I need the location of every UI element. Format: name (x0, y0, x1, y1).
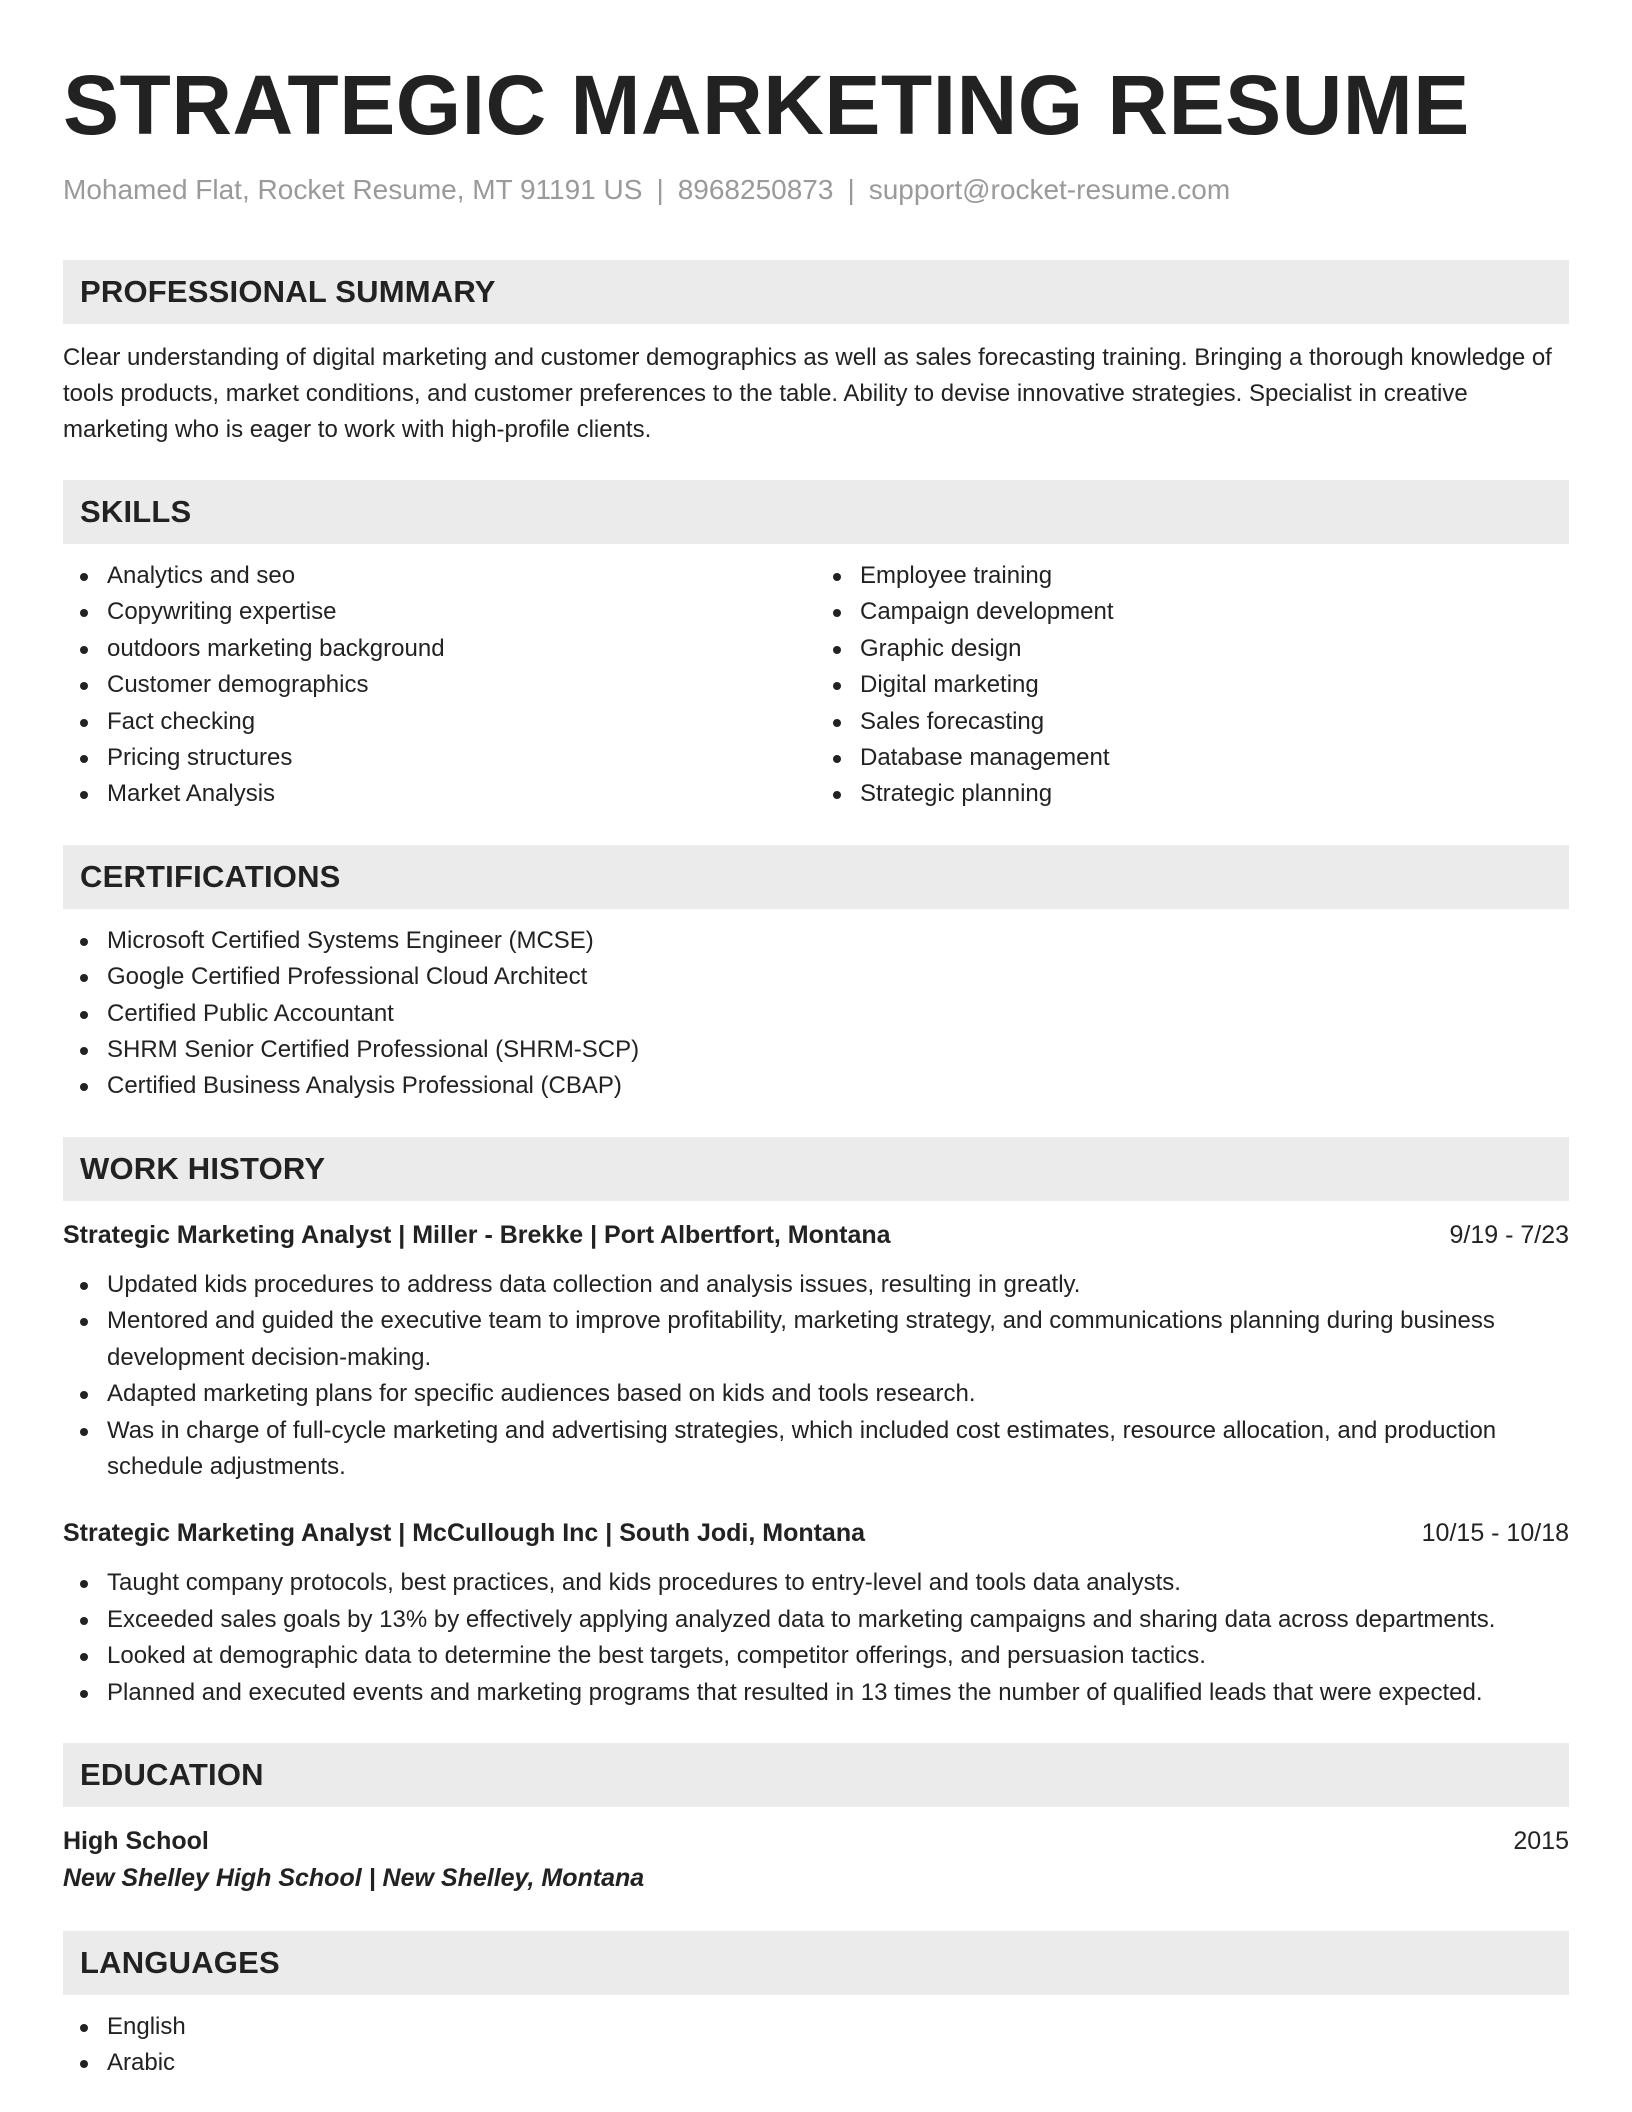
list-item: SHRM Senior Certified Professional (SHRM-SCP) (63, 1032, 1569, 1068)
education-year: 2015 (1513, 1826, 1569, 1855)
contact-email: support@rocket-resume.com (868, 174, 1231, 205)
skills-columns (63, 544, 1569, 813)
job-dates: 9/19 - 7/23 (1449, 1220, 1569, 1249)
job-header (63, 1515, 1569, 1551)
list-item: Mentored and guided the executive team to improve profitability, marketing strategy, and communications planning during business development decision-making. (63, 1303, 1569, 1376)
list-item: Adapted marketing plans for specific audiences based on kids and tools research. (63, 1376, 1569, 1412)
job-dates: 10/15 - 10/18 (1421, 1519, 1569, 1548)
contact-line (63, 172, 1569, 208)
skills-section (63, 480, 1569, 813)
job-title: Strategic Marketing Analyst | McCullough Inc | South Jodi, Montana (63, 1519, 866, 1548)
list-item: Graphic design (816, 631, 1569, 667)
list-item: Digital marketing (816, 667, 1569, 703)
list-item: Customer demographics (63, 667, 816, 703)
job-entry (63, 1515, 1569, 1711)
skills-list-right (816, 558, 1569, 813)
list-item: Copywriting expertise (63, 594, 816, 630)
contact-phone: 8968250873 (677, 174, 834, 205)
education-section (63, 1743, 1569, 1897)
section-heading: LANGUAGES (63, 1931, 1569, 1995)
contact-address: Mohamed Flat, Rocket Resume, MT 91191 US (63, 174, 643, 205)
list-item: Database management (816, 740, 1569, 776)
certifications-section (63, 845, 1569, 1105)
list-item: Exceeded sales goals by 13% by effectively applying analyzed data to marketing campaigns and sharing data across departments. (63, 1602, 1569, 1638)
section-heading: EDUCATION (63, 1743, 1569, 1807)
section-heading: PROFESSIONAL SUMMARY (63, 260, 1569, 324)
list-item: Campaign development (816, 594, 1569, 630)
certifications-list (63, 923, 1569, 1105)
list-item: Employee training (816, 558, 1569, 594)
list-item: Looked at demographic data to determine the best targets, competitor offerings, and persuasion tactics. (63, 1638, 1569, 1674)
work-history-section (63, 1137, 1569, 1711)
list-item: Analytics and seo (63, 558, 816, 594)
languages-list (63, 2009, 1569, 2082)
education-school: New Shelley High School | New Shelley, Montana (63, 1863, 645, 1892)
job-header (63, 1217, 1569, 1253)
list-item: Fact checking (63, 704, 816, 740)
list-item: Updated kids procedures to address data collection and analysis issues, resulting in greatly. (63, 1267, 1569, 1303)
languages-section (63, 1931, 1569, 2082)
contact-separator: | (847, 174, 855, 205)
section-heading: CERTIFICATIONS (63, 845, 1569, 909)
job-bullets (63, 1565, 1569, 1711)
summary-section (63, 260, 1569, 448)
list-item: Certified Public Accountant (63, 996, 1569, 1032)
list-item: Arabic (63, 2045, 1569, 2081)
list-item: Google Certified Professional Cloud Architect (63, 959, 1569, 995)
summary-text: Clear understanding of digital marketing and customer demographics as well as sales forecasting training. Bringing a thorough knowledge of tools products, market conditions, and customer preferences to the table. Ability to devise innovative strategies. Specialist in creative marketing who is eager to work with high-profile clients. (63, 344, 1552, 443)
list-item: Market Analysis (63, 776, 816, 812)
list-item: Strategic planning (816, 776, 1569, 812)
list-item: Planned and executed events and marketing programs that resulted in 13 times the number of qualified leads that were expected. (63, 1675, 1569, 1711)
list-item: Taught company protocols, best practices, and kids procedures to entry-level and tools data analysts. (63, 1565, 1569, 1601)
list-item: Pricing structures (63, 740, 816, 776)
list-item: Was in charge of full-cycle marketing and advertising strategies, which included cost estimates, resource allocation, and production schedule adjustments. (63, 1413, 1569, 1486)
list-item: Certified Business Analysis Professional (CBAP) (63, 1068, 1569, 1104)
resume-title: STRATEGIC MARKETING RESUME (63, 58, 1470, 152)
job-bullets (63, 1267, 1569, 1485)
contact-separator: | (656, 174, 664, 205)
section-heading: SKILLS (63, 480, 1569, 544)
list-item: Microsoft Certified Systems Engineer (MCSE) (63, 923, 1569, 959)
job-title: Strategic Marketing Analyst | Miller - Brekke | Port Albertfort, Montana (63, 1220, 891, 1249)
list-item: outdoors marketing background (63, 631, 816, 667)
education-degree: High School (63, 1826, 209, 1855)
list-item: English (63, 2009, 1569, 2045)
education-header (63, 1823, 1569, 1859)
skills-list-left (63, 558, 816, 813)
list-item: Sales forecasting (816, 704, 1569, 740)
job-entry (63, 1217, 1569, 1485)
section-heading: WORK HISTORY (63, 1137, 1569, 1201)
